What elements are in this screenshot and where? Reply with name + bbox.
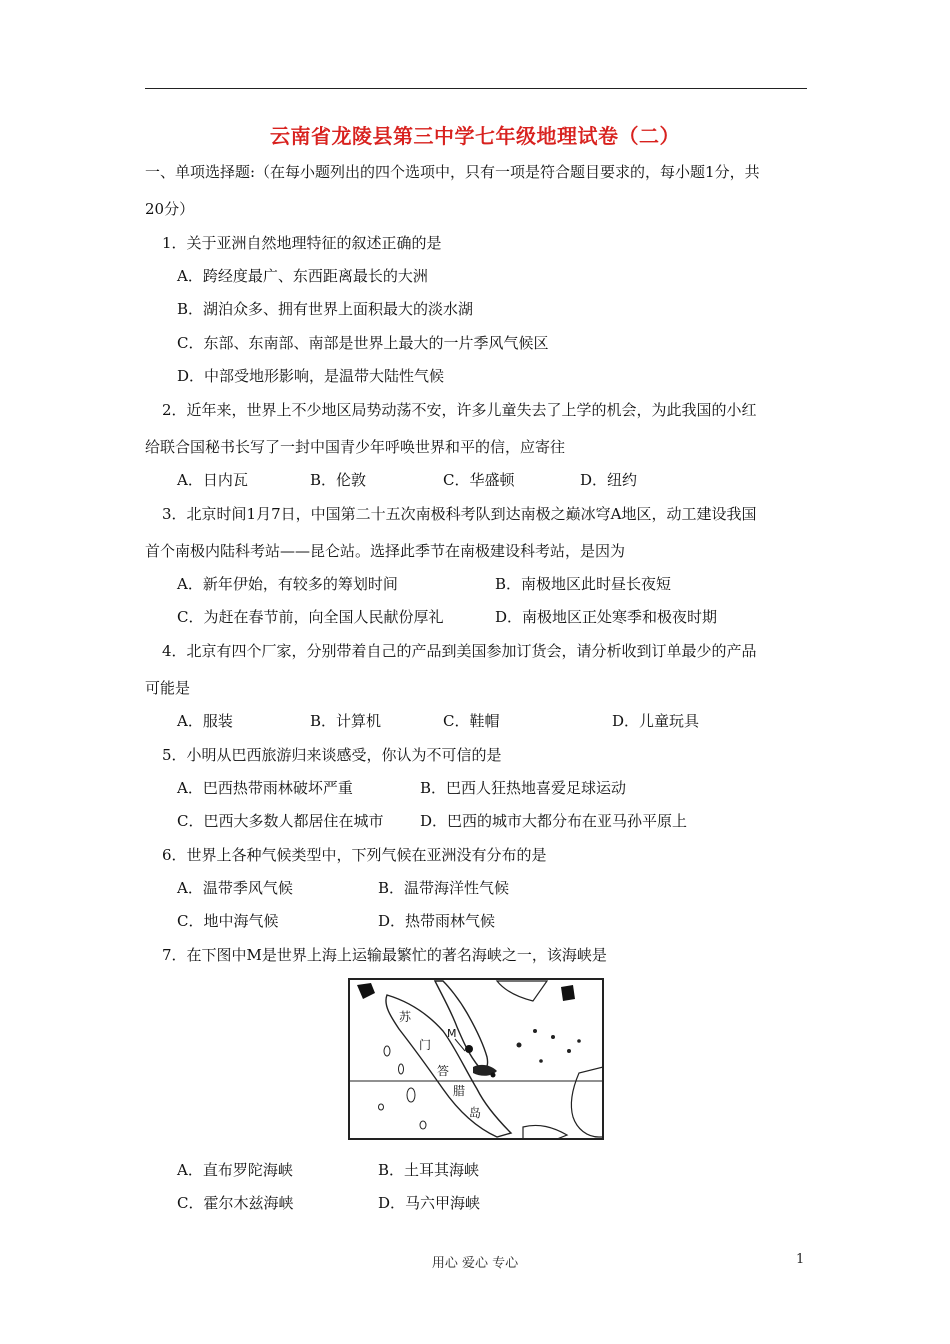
question-3-option-c: C．为赶在春节前，向全国人民献份厚礼 <box>177 608 444 626</box>
question-2-option-b: B．伦敦 <box>310 471 367 489</box>
question-1-option-b: B．湖泊众多、拥有世界上面积最大的淡水湖 <box>177 300 474 318</box>
question-6-option-a: A．温带季风气候 <box>177 879 293 897</box>
map-label-la: 腊 <box>453 1084 466 1098</box>
question-4-option-b: B．计算机 <box>310 712 382 730</box>
question-4-stem-cont: 可能是 <box>145 679 191 697</box>
map-label-men: 门 <box>419 1038 432 1052</box>
map-label-da: 答 <box>437 1064 450 1078</box>
question-7-stem: 7．在下图中M是世界上海上运输最繁忙的著名海峡之一，该海峡是 <box>162 946 607 964</box>
question-3-option-d: D．南极地区正处寒季和极夜时期 <box>495 608 718 626</box>
question-3-option-b: B．南极地区此时昼长夜短 <box>495 575 672 593</box>
map-label-m: M <box>447 1027 457 1040</box>
page-footer: 用心 爱心 专心 <box>431 1256 519 1271</box>
question-4-option-c: C．鞋帽 <box>443 712 500 730</box>
question-6-option-d: D．热带雨林气候 <box>378 912 496 930</box>
question-2-stem: 2．近年来，世界上不少地区局势动荡不安，许多儿童失去了上学的机会，为此我国的小红 <box>162 401 757 419</box>
question-4-stem: 4．北京有四个厂家，分别带着自己的产品到美国参加订货会，请分析收到订单最少的产品 <box>162 642 757 660</box>
question-5-option-d: D．巴西的城市大都分布在亚马孙平原上 <box>420 812 688 830</box>
question-5-stem: 5．小明从巴西旅游归来谈感受，你认为不可信的是 <box>162 746 502 764</box>
question-1-option-a: A．跨经度最广、东西距离最长的大洲 <box>177 267 428 285</box>
section-heading-cont: 20分） <box>145 200 195 218</box>
question-3-option-a: A．新年伊始，有较多的筹划时间 <box>177 575 398 593</box>
question-7-option-d: D．马六甲海峡 <box>378 1194 481 1212</box>
question-7-option-c: C．霍尔木兹海峡 <box>177 1194 294 1212</box>
question-5-option-c: C．巴西大多数人都居住在城市 <box>177 812 384 830</box>
question-1-stem: 1．关于亚洲自然地理特征的叙述正确的是 <box>162 234 442 252</box>
question-1-option-c: C．东部、东南部、南部是世界上最大的一片季风气候区 <box>177 334 549 352</box>
question-3-stem-cont: 首个南极内陆科考站——昆仑站。选择此季节在南极建设科考站，是因为 <box>145 542 626 560</box>
question-6-stem: 6．世界上各种气候类型中，下列气候在亚洲没有分布的是 <box>162 846 547 864</box>
question-2-option-a: A．日内瓦 <box>177 471 248 489</box>
section-heading: 一、单项选择题:（在每小题列出的四个选项中，只有一项是符合题目要求的，每小题1分，共 <box>145 163 760 181</box>
header-rule <box>145 88 807 89</box>
question-4-option-a: A．服装 <box>177 712 233 730</box>
map-label-dao: 岛 <box>469 1106 482 1120</box>
question-6-option-b: B．温带海洋性气候 <box>378 879 510 897</box>
question-7-option-b: B．土耳其海峡 <box>378 1161 480 1179</box>
page-number: 1 <box>796 1252 805 1267</box>
question-2-stem-cont: 给联合国秘书长写了一封中国青少年呼唤世界和平的信，应寄往 <box>145 438 566 456</box>
question-5-option-b: B．巴西人狂热地喜爱足球运动 <box>420 779 627 797</box>
question-2-option-c: C．华盛顿 <box>443 471 515 489</box>
question-3-stem: 3．北京时间1月7日，中国第二十五次南极科考队到达南极之巅冰穹A地区，动工建设我国 <box>162 505 757 523</box>
question-5-option-a: A．巴西热带雨林破坏严重 <box>177 779 353 797</box>
question-6-option-c: C．地中海气候 <box>177 912 279 930</box>
exam-title: 云南省龙陵县第三中学七年级地理试卷（二） <box>270 124 680 148</box>
question-4-option-d: D．儿童玩具 <box>612 712 700 730</box>
question-1-option-d: D．中部受地形影响，是温带大陆性气候 <box>177 367 445 385</box>
question-7-option-a: A．直布罗陀海峡 <box>177 1161 293 1179</box>
strait-map <box>347 977 605 1141</box>
map-label-su: 苏 <box>399 1010 412 1024</box>
question-2-option-d: D．纽约 <box>580 471 638 489</box>
